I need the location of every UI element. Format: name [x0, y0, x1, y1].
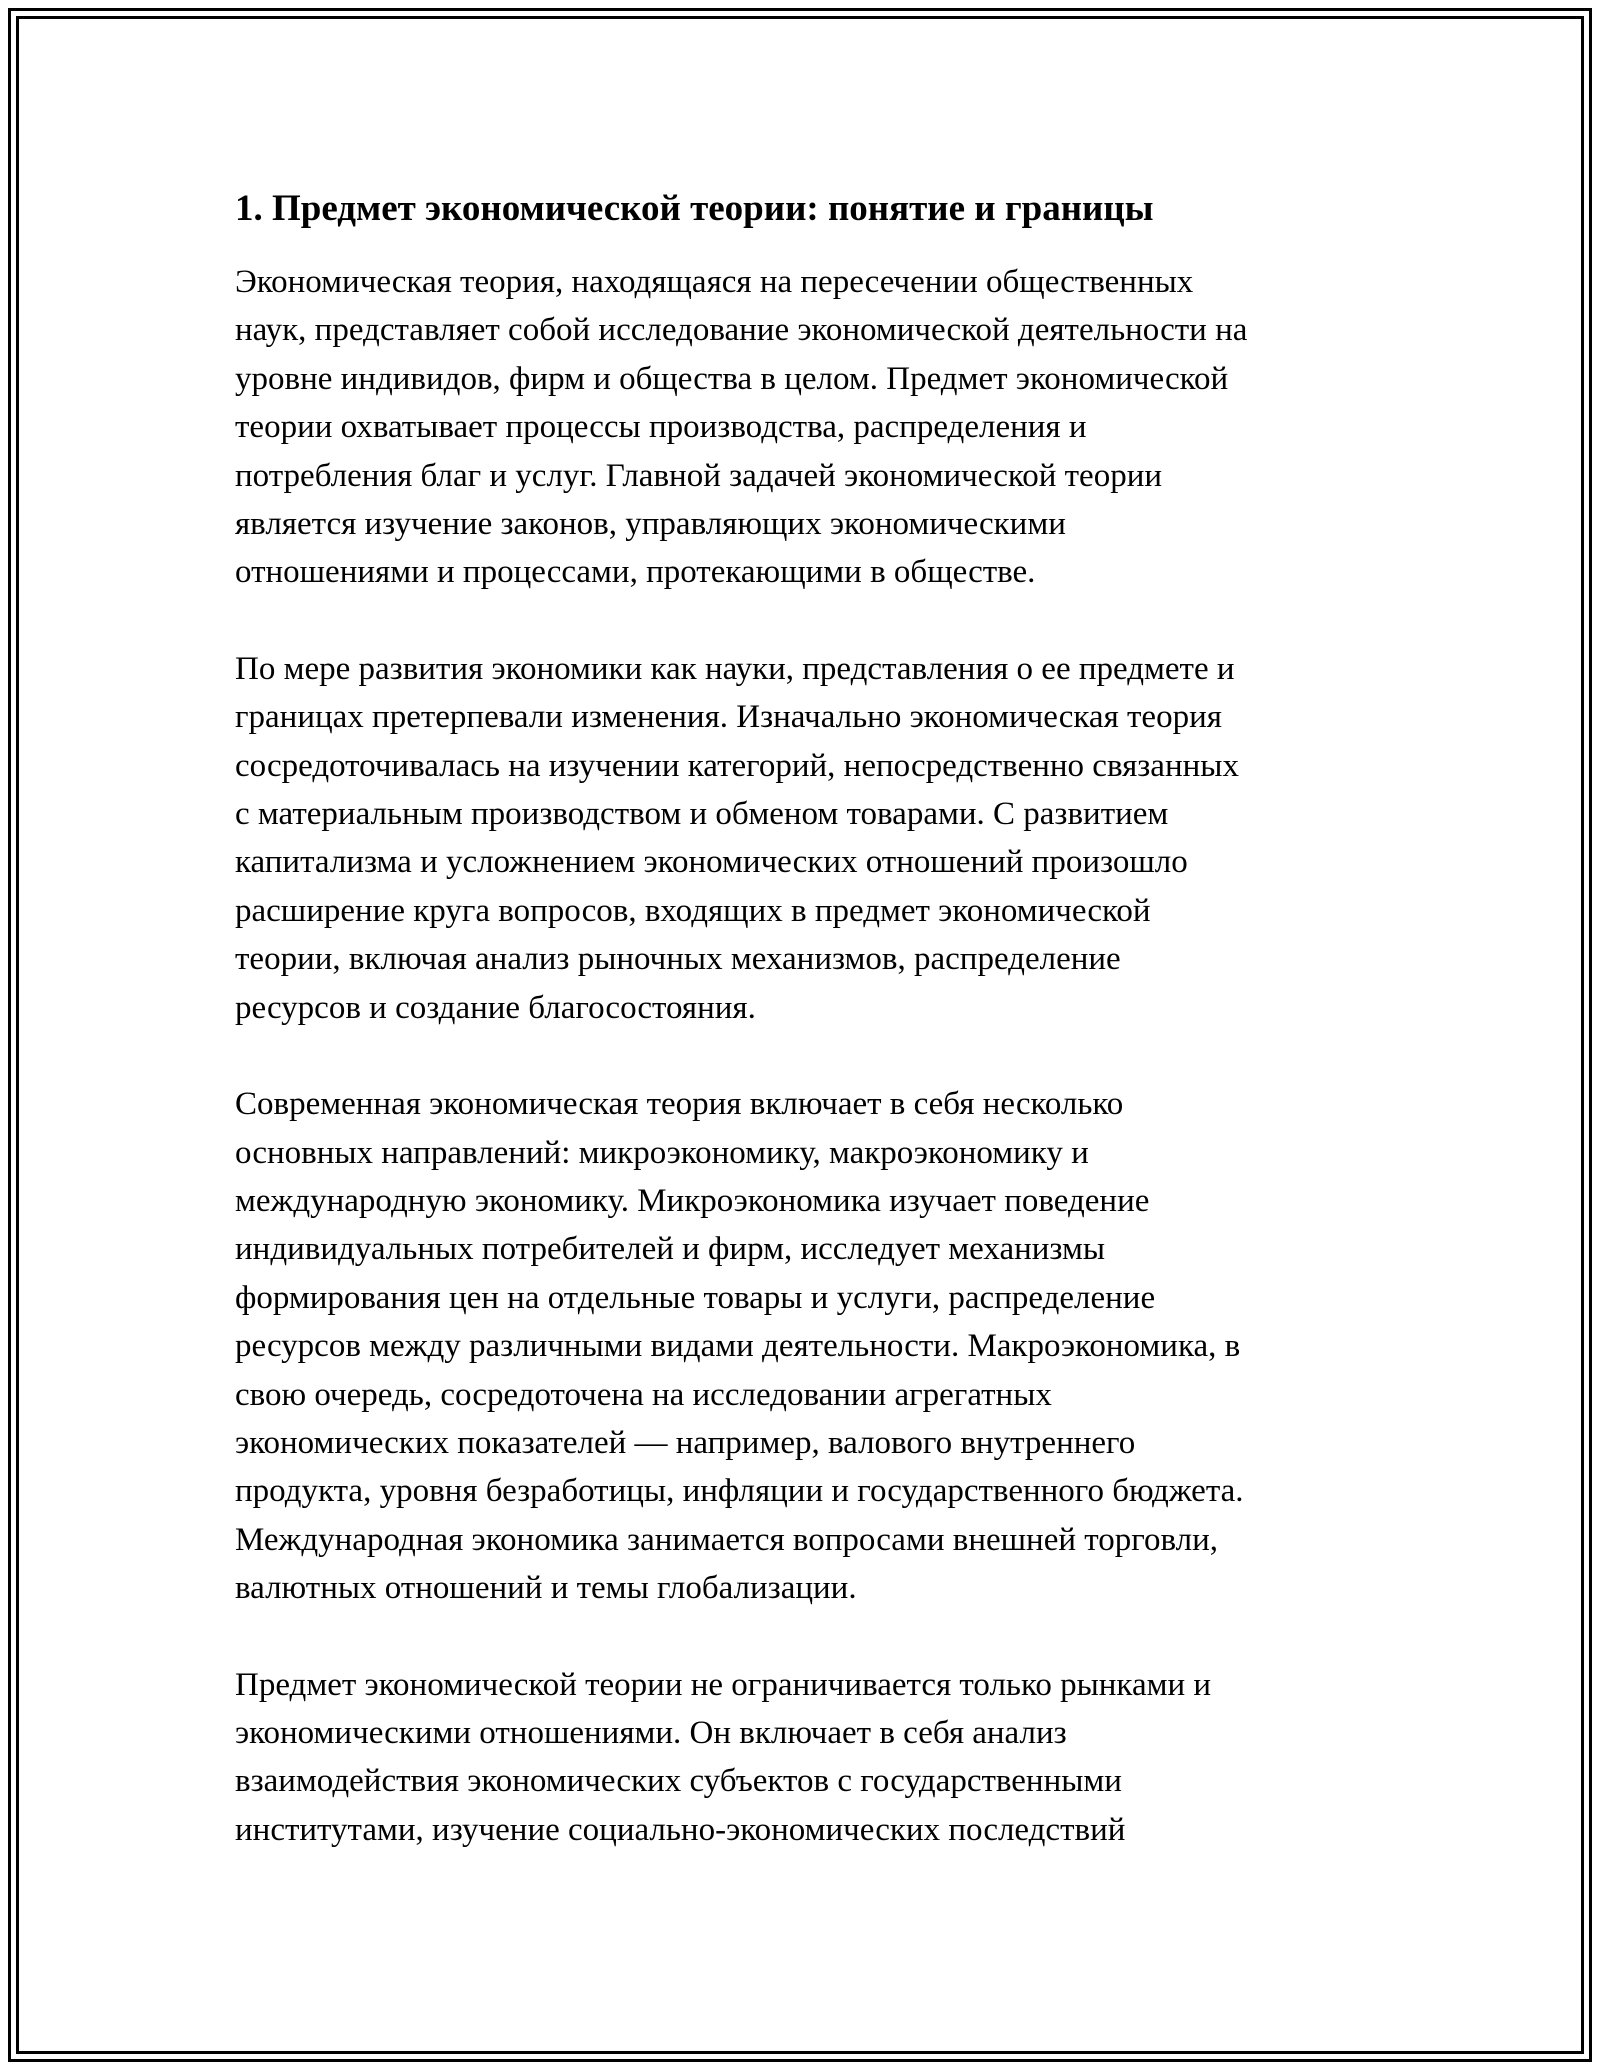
- text-line: формирования цен на отдельные товары и услуги, распределение: [235, 1279, 1156, 1316]
- text-line: Предмет экономической теории не ограничивается только рынками и: [235, 1666, 1212, 1703]
- text-line: ресурсов между различными видами деятельности. Макроэкономика, в: [235, 1328, 1241, 1365]
- text-line: расширение круга вопросов, входящих в предмет экономической: [235, 892, 1151, 929]
- text-line: границах претерпевали изменения. Изначально экономическая теория: [235, 699, 1222, 736]
- text-line: валютных отношений и темы глобализации.: [235, 1570, 857, 1607]
- paragraph-1: [235, 258, 1385, 597]
- text-line: продукта, уровня безработицы, инфляции и государственного бюджета.: [235, 1473, 1244, 1510]
- paragraph-4: [235, 1661, 1385, 1855]
- text-line: институтами, изучение социально-экономических последствий: [235, 1811, 1126, 1848]
- text-line: наук, представляет собой исследование экономической деятельности на: [235, 312, 1248, 349]
- document-body: [235, 186, 1385, 1902]
- text-line: Международная экономика занимается вопросами внешней торговли,: [235, 1521, 1218, 1558]
- text-line: отношениями и процессами, протекающими в обществе.: [235, 554, 1036, 591]
- text-line: основных направлений: микроэкономику, макроэкономику и: [235, 1134, 1089, 1171]
- paragraph-3: [235, 1080, 1385, 1612]
- text-line: Экономическая теория, находящаяся на пересечении общественных: [235, 264, 1194, 300]
- text-line: Современная экономическая теория включает в себя несколько: [235, 1086, 1124, 1123]
- text-line: свою очередь, сосредоточена на исследовании агрегатных: [235, 1376, 1052, 1413]
- text-line: с материальным производством и обменом товарами. С развитием: [235, 796, 1169, 833]
- paragraph-2: [235, 645, 1385, 1032]
- text-line: международную экономику. Микроэкономика изучает поведение: [235, 1182, 1150, 1219]
- text-line: теории охватывает процессы производства, распределения и: [235, 409, 1087, 446]
- text-line: является изучение законов, управляющих экономическими: [235, 506, 1066, 543]
- text-line: сосредоточивалась на изучении категорий, непосредственно связанных: [235, 747, 1239, 784]
- text-line: экономических показателей — например, валового внутреннего: [235, 1424, 1136, 1461]
- text-line: капитализма и усложнением экономических отношений произошло: [235, 844, 1188, 881]
- text-line: экономическими отношениями. Он включает в себя анализ: [235, 1714, 1067, 1751]
- text-line: потребления благ и услуг. Главной задачей экономической теории: [235, 457, 1163, 494]
- text-line: взаимодействия экономических субъектов с государственными: [235, 1763, 1122, 1800]
- section-heading: 1. Предмет экономической теории: понятие и границы: [235, 188, 1154, 229]
- text-line: теории, включая анализ рыночных механизмов, распределение: [235, 941, 1121, 978]
- text-line: По мере развития экономики как науки, представления о ее предмете и: [235, 650, 1235, 687]
- text-line: индивидуальных потребителей и фирм, исследует механизмы: [235, 1231, 1106, 1268]
- text-line: ресурсов и создание благосостояния.: [235, 989, 756, 1026]
- text-line: уровне индивидов, фирм и общества в целом. Предмет экономической: [235, 360, 1229, 397]
